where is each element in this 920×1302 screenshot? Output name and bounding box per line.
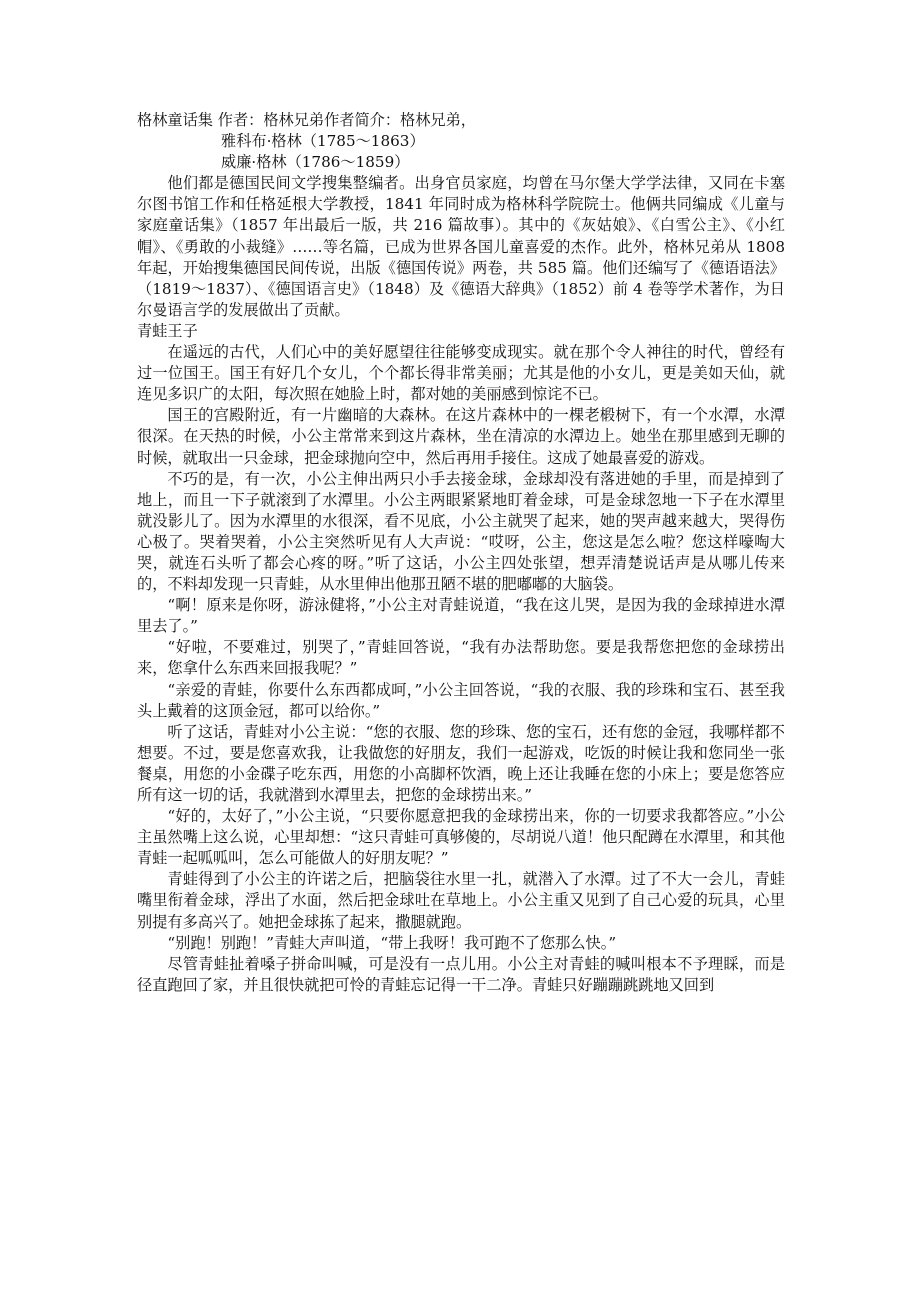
story-paragraph-10: “别跑！别跑！”青蛙大声叫道，“带上我呀！我可跑不了您那么快。” bbox=[167, 933, 617, 952]
story-paragraph-6: “亲爱的青蛙，你要什么东西都成呵，”小公主回答说，“我的衣服、我的珍珠和宝石、甚至我头上戴着的这顶金冠，都可以给你。” bbox=[137, 680, 785, 720]
author-bio-paragraph: 他们都是德国民间文学搜集整编者。出身官员家庭，均曾在马尔堡大学学法律，又同在卡塞尔图书馆工作和任格延根大学教授，1841 年同时成为格林科学院院士。他俩共同编成《儿童与家庭童话集》（1857 年出最后一版，共 216 篇故事）。其中的《灰姑娘》、《白雪公主》、《小红帽》、《勇敢的小裁缝》……等名篇，已成为世界各国儿童喜爱的杰作。此外，格林兄弟从 1808 年起，开始搜集德国民间传说，出版《德国传说》两卷，共 585 篇。他们还编写了《德语语法》（1819～1837）、《德国语言史》（1848）及《德语大辞典》（1852）前 4 卷等学术著作，为日尔曼语言学的发展做出了贡献。 bbox=[137, 174, 785, 319]
document-body bbox=[137, 110, 785, 996]
author-line-jacob: 雅科布·格林（1785～1863） bbox=[221, 132, 425, 151]
story-title: 青蛙王子 bbox=[137, 321, 198, 340]
author-line-wilhelm: 威廉·格林（1786～1859） bbox=[221, 153, 410, 172]
story-paragraph-2: 国王的宫殿附近，有一片幽暗的大森林。在这片森林中的一棵老椴树下，有一个水潭，水潭很深。在天热的时候，小公主常常来到这片森林，坐在清凉的水潭边上。她坐在那里感到无聊的时候，就取出一只金球，把金球抛向空中，然后再用手接住。这成了她最喜爱的游戏。 bbox=[137, 406, 785, 467]
story-paragraph-1: 在遥远的古代，人们心中的美好愿望往往能够变成现实。就在那个令人神往的时代，曾经有过一位国王。国王有好几个女儿，个个都长得非常美丽；尤其是他的小女儿，更是美如天仙，就连见多识广的太阳，每次照在她脸上时，都对她的美丽感到惊诧不已。 bbox=[137, 343, 785, 404]
story-paragraph-4: “啊！原来是你呀，游泳健将，”小公主对青蛙说道，“我在这儿哭，是因为我的金球掉进水潭里去了。” bbox=[137, 596, 785, 636]
story-paragraph-5: “好啦，不要难过，别哭了，”青蛙回答说，“我有办法帮助您。要是我帮您把您的金球捞出来，您拿什么东西来回报我呢？” bbox=[137, 638, 785, 678]
story-paragraph-9: 青蛙得到了小公主的许诺之后，把脑袋往水里一扎，就潜入了水潭。过了不大一会儿，青蛙嘴里衔着金球，浮出了水面，然后把金球吐在草地上。小公主重又见到了自己心爱的玩具，心里别提有多高兴了。她把金球拣了起来，撒腿就跑。 bbox=[137, 870, 785, 931]
story-paragraph-7: 听了这话，青蛙对小公主说：“您的衣服、您的珍珠、您的宝石，还有您的金冠，我哪样都不想要。不过，要是您喜欢我，让我做您的好朋友，我们一起游戏，吃饭的时候让我和您同坐一张餐桌，用您的小金碟子吃东西，用您的小高脚杯饮酒，晚上还让我睡在您的小床上；要是您答应所有这一切的话，我就潜到水潭里去，把您的金球捞出来。” bbox=[137, 722, 785, 804]
story-paragraph-11: 尽管青蛙扯着嗓子拼命叫喊，可是没有一点儿用。小公主对青蛙的喊叫根本不予理睬，而是径直跑回了家，并且很快就把可怜的青蛙忘记得一干二净。青蛙只好蹦蹦跳跳地又回到 bbox=[137, 954, 785, 994]
document-title-line: 格林童话集 作者：格林兄弟作者简介：格林兄弟， bbox=[137, 111, 476, 129]
story-paragraph-3: 不巧的是，有一次，小公主伸出两只小手去接金球，金球却没有落进她的手里，而是掉到了地上，而且一下子就滚到了水潭里。小公主两眼紧紧地盯着金球，可是金球忽地一下子在水潭里就没影儿了。因为水潭里的水很深，看不见底，小公主就哭了起来，她的哭声越来越大，哭得伤心极了。哭着哭着，小公主突然听见有人大声说：“哎呀，公主，您这是怎么啦？您这样嚎啕大哭，就连石头听了都会心疼的呀。”听了这话，小公主四处张望，想弄清楚说话声是从哪儿传来的，不料却发现一只青蛙，从水里伸出他那丑陋不堪的肥嘟嘟的大脑袋。 bbox=[137, 469, 785, 594]
story-paragraph-8: “好的，太好了，”小公主说，“只要你愿意把我的金球捞出来，你的一切要求我都答应。”小公主虽然嘴上这么说，心里却想：“这只青蛙可真够傻的，尽胡说八道！他只配蹲在水潭里，和其他青蛙一起呱呱叫，怎么可能做人的好朋友呢？” bbox=[137, 807, 785, 868]
